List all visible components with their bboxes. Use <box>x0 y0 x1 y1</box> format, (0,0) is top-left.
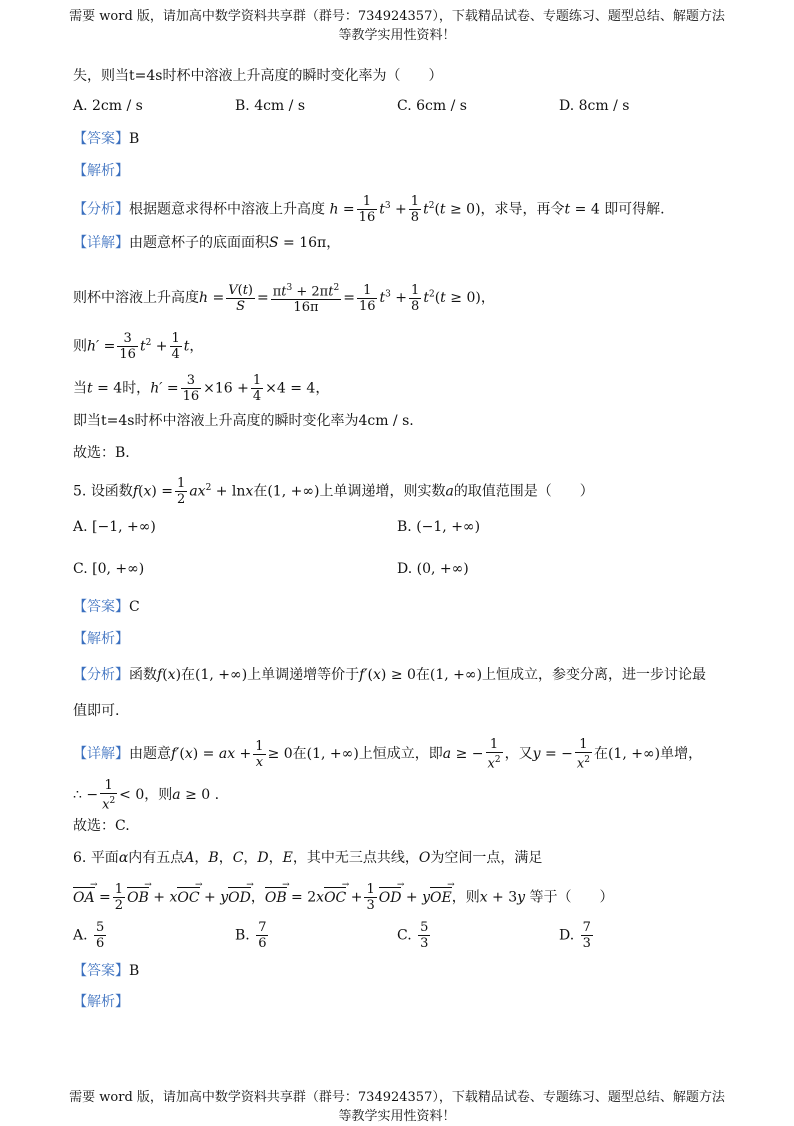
answer-tag: 【答案】 <box>73 963 129 979</box>
text: 内有五点 <box>128 850 185 866</box>
q6-answer: B <box>129 963 140 979</box>
option-letter: C. <box>73 561 88 577</box>
xiangjie-tag: 【详解】 <box>73 746 129 763</box>
text: 则杯中溶液上升高度 <box>73 290 199 307</box>
q4-answer-line <box>73 129 139 149</box>
option-letter: D. <box>559 927 575 944</box>
q4-xiangjie-line: 【详解】由题意杯子的底面面积S = 16π， <box>73 235 341 251</box>
q6-stem: 6. 平面α内有五点A，B，C，D，E，其中无三点共线，O为空间一点，满足 <box>73 850 543 866</box>
q6-option-b <box>235 920 270 951</box>
q4-hprime-line: 则h′ = $\frac{3}{16}$ $t^2$ + $\frac{1}{4}$ t， <box>73 331 204 362</box>
q6-option-c <box>397 920 432 951</box>
q5-fenxi-line: 【分析】函数f(x)在(1, +∞)上单调递增等价于f′(x) ≥ 0在(1, +∞)上恒成立，参变分离，进一步讨论最 <box>73 667 707 683</box>
q4-option-d: D. 8cm / s <box>559 98 630 114</box>
footer-line-1: 需要 word 版，请加高中数学资料共享群（群号：734924357），下载精品试卷、专题练习、题型总结、解题方法 <box>69 1090 725 1105</box>
text: 上恒成立，即 <box>358 746 443 763</box>
text: ，又 <box>504 746 533 763</box>
fenxi-text: 即可得解. <box>604 201 665 218</box>
q4-rate-line: 即当t=4s时杯中溶液上升高度的瞬时变化率为4cm / s. <box>73 413 414 429</box>
q6-analysis-tag: 【解析】 <box>73 994 129 1010</box>
q4-t4-line: 当t = 4时，h′ = $\frac{3}{16}$ ×16 + $\frac{1}{4}$ ×4 = 4， <box>73 373 330 404</box>
fenxi-tag: 【分析】 <box>73 201 129 218</box>
text: 单增， <box>660 746 703 763</box>
text: 设函数 <box>90 483 133 500</box>
header-line-1: 需要 word 版，请加高中数学资料共享群（群号：734924357），下载精品试卷、专题练习、题型总结、解题方法 <box>69 9 725 24</box>
q5-fenxi-line-2: 值即可. <box>73 703 120 719</box>
text: 的取值范围是（ ） <box>453 483 594 500</box>
q5-answer: C <box>129 599 140 615</box>
question-number: 6. <box>73 850 87 866</box>
option-value: (0, +∞) <box>416 561 469 577</box>
rate-value: 4cm / s <box>358 413 410 429</box>
fenxi-text: ，求导，再令 <box>480 201 565 218</box>
text: 上单调递增，则实数 <box>319 483 446 500</box>
xiangjie-text: 由题意杯子的底面面积 <box>129 235 269 251</box>
text: 上恒成立，参变分离，进一步讨论最 <box>482 667 707 683</box>
text: 上单调递增等价于 <box>247 667 360 683</box>
fenxi-text: 根据题意求得杯中溶液上升高度 <box>129 201 325 218</box>
q5-analysis-tag: 【解析】 <box>73 631 129 647</box>
q5-xiangjie-line: 【详解】由题意f′(x) = ax + $\frac{1}{x}$ ≥ 0在(1, +∞)上恒成立，即a ≥ − $\frac{1}{x^2}$ ，又y = − $\frac{1}{x^2}$ 在(1, +∞)单增， <box>73 737 703 772</box>
option-value: (−1, +∞) <box>416 519 481 535</box>
q5-xiangjie-line-2: ∴ − $\frac{1}{x^2}$ < 0，则a ≥ 0 . <box>73 778 220 813</box>
denominator: 6 <box>258 936 267 951</box>
option-value: [0, +∞) <box>92 561 145 577</box>
q5-stem: 5. 设函数f(x) = $\frac{1}{2}$ $ax^2 + \ln x$在(1, +∞)上单调递增，则实数a的取值范围是（ ） <box>73 476 594 507</box>
text: ，则 <box>144 787 173 804</box>
option-value: [−1, +∞) <box>92 519 156 535</box>
q5-conclusion: 故选：C. <box>73 818 130 834</box>
text: 当 <box>73 380 87 397</box>
q4-stem-tail: 失，则当t=4s时杯中溶液上升高度的瞬时变化率为（ ） <box>73 68 443 84</box>
q6-vector-equation: OA → = $\frac{1}{2}$ OB → + xOC → + yOD →，OB → = 2xOC → + $\frac{1}{3}$ OD → + yOE →，则x + 3y 等于（ ） <box>73 882 614 913</box>
option-letter: A. <box>73 927 88 944</box>
option-letter: B. <box>235 927 250 944</box>
denominator: 3 <box>420 936 429 951</box>
q4-answer: B <box>129 131 140 147</box>
q6-option-d <box>559 920 595 951</box>
page-footer <box>0 1088 794 1126</box>
text: 为空间一点，满足 <box>430 850 543 866</box>
q5-option-b <box>397 519 480 535</box>
q5-option-a <box>73 519 156 535</box>
q6-answer-line <box>73 961 139 981</box>
answer-tag: 【答案】 <box>73 599 129 615</box>
q6-option-a <box>73 920 108 951</box>
q5-option-d <box>397 561 469 577</box>
numerator: 7 <box>258 920 267 935</box>
q4-h-line: 则杯中溶液上升高度h = $\frac{V(t)}{S}$ = $\frac{\pi t^3 + 2\pi t^2}{16\pi}$ = $\frac{1}{16}$ $t^3$ + $\frac{1}{8}$ $t^2(t \ge 0)$， <box>73 282 495 316</box>
text: 在 <box>181 667 196 683</box>
xiangjie-tag: 【详解】 <box>73 235 129 251</box>
q5-answer-line <box>73 597 140 617</box>
denominator: 3 <box>582 936 591 951</box>
header-line-2: 等教学实用性资料！ <box>338 28 456 43</box>
option-letter: C. <box>397 927 412 944</box>
text: 在 <box>415 667 430 683</box>
q5-option-c <box>73 561 144 577</box>
text: ，则 <box>451 889 480 906</box>
text: 函数 <box>129 667 157 683</box>
option-letter: A. <box>73 519 88 535</box>
q4-option-c: C. 6cm / s <box>397 98 467 114</box>
text: 即当t=4s时杯中溶液上升高度的瞬时变化率为 <box>73 413 359 429</box>
text: ，其中无三点共线， <box>292 850 419 866</box>
q4-option-a: A. 2cm / s <box>73 98 143 114</box>
text: 由题意 <box>129 746 171 763</box>
text: 等于（ ） <box>529 889 614 906</box>
numerator: 7 <box>582 920 591 935</box>
answer-tag: 【答案】 <box>73 131 129 147</box>
q4-analysis-tag: 【解析】 <box>73 163 129 179</box>
text: 时， <box>122 380 151 397</box>
question-number: 5. <box>73 483 87 500</box>
text: 在 <box>253 483 268 500</box>
text: 则 <box>73 338 87 355</box>
page-header <box>0 7 794 45</box>
numerator: 5 <box>96 920 105 935</box>
text: 在 <box>593 746 608 763</box>
footer-line-2: 等教学实用性资料！ <box>338 1109 456 1124</box>
numerator: 5 <box>420 920 429 935</box>
q4-option-b: B. 4cm / s <box>235 98 306 114</box>
denominator: 6 <box>96 936 105 951</box>
text: 在 <box>292 746 307 763</box>
text: 平面 <box>90 850 119 866</box>
q4-fenxi-line: 【分析】根据题意求得杯中溶液上升高度 h = $\frac{1}{16}$ $t^3$ + $\frac{1}{8}$ $t^2(t \ge 0)$，求导，再令t = 4 即可得解. <box>73 194 665 225</box>
q4-conclusion: 故选：B. <box>73 445 130 461</box>
option-letter: B. <box>397 519 412 535</box>
fenxi-tag: 【分析】 <box>73 667 129 683</box>
option-letter: D. <box>397 561 413 577</box>
